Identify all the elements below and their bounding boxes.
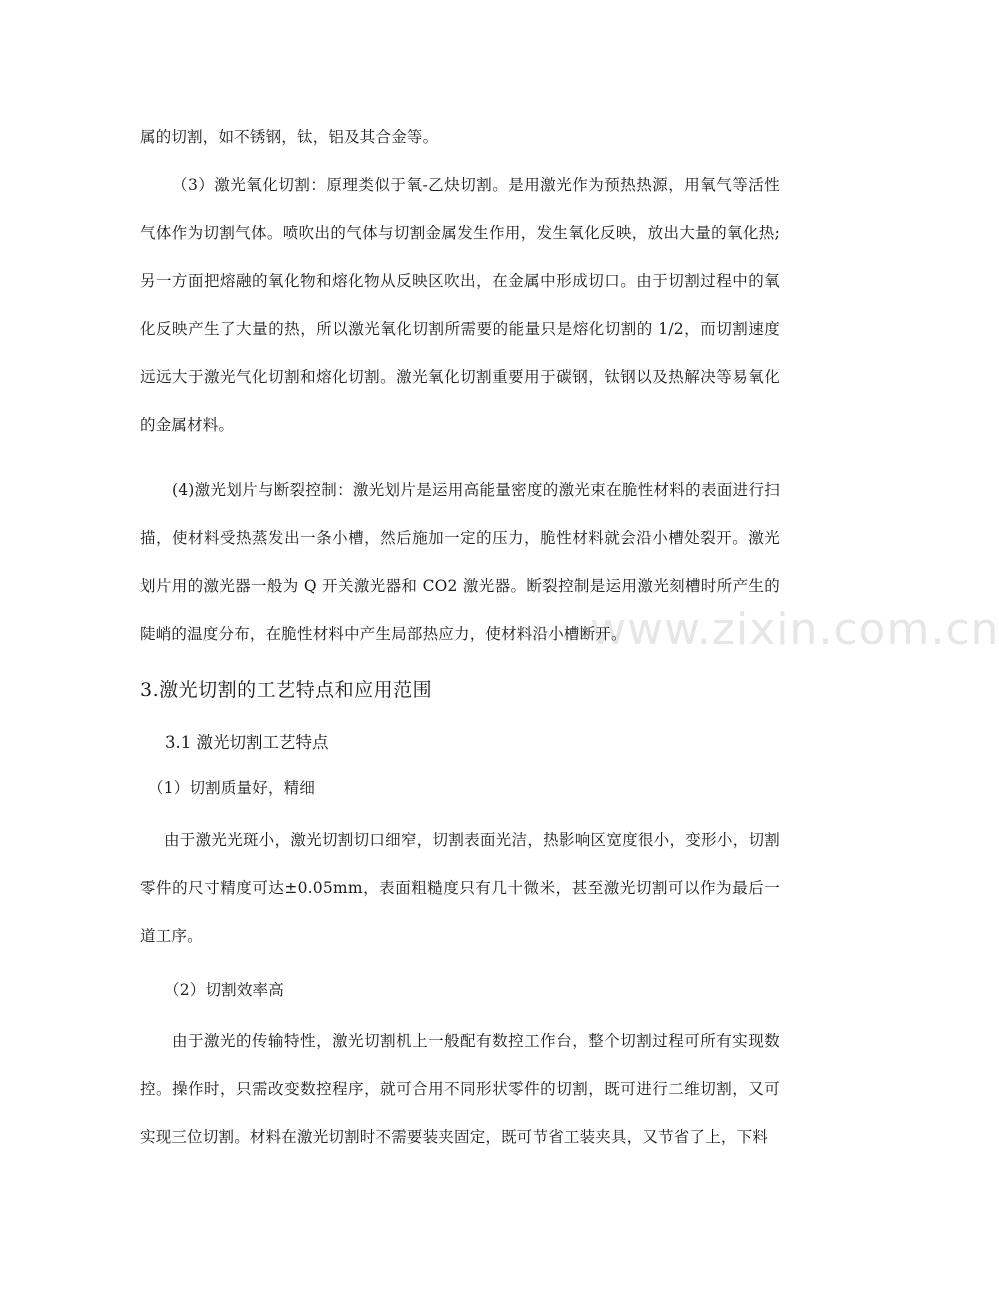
item-heading-efficiency: （2）切割效率高: [164, 981, 284, 999]
paragraph-laser-oxidation-cutting: （3）激光氧化切割：原理类似于氧-乙炔切割。是用激光作为预热热源，用氧气等活性气体作为切割气体。喷吹出的气体与切割金属发生作用，发生氧化反映，放出大量的氧化热;另一方面把熔融的氧化物和熔化物从反映区吹出，在金属中形成切口。由于切割过程中的氧化反映产生了大量的热，所以激光氧化切割所需要的能量只是熔化切割的 1/2，而切割速度远远大于激光气化切割和熔化切割。激光氧化切割重要用于碳钢，钛钢以及热解决等易氧化的金属材料。: [140, 176, 780, 434]
paragraph-continuation: 属的切割，如不锈钢，钛，铝及其合金等。: [140, 128, 439, 146]
item-heading-quality: （1）切割质量好，精细: [148, 779, 316, 797]
section-heading: 3.激光切割的工艺特点和应用范围: [140, 679, 433, 701]
watermark: www.zixin.com.cn: [590, 604, 999, 655]
subsection-heading: 3.1 激光切割工艺特点: [165, 733, 329, 752]
paragraph-quality: 由于激光光斑小，激光切割切口细窄，切割表面光洁，热影响区宽度很小，变形小，切割零件的尺寸精度可达±0.05mm，表面粗糙度只有几十微米，甚至激光切割可以作为最后一道工序。: [140, 831, 780, 945]
paragraph-efficiency: 由于激光的传输特性，激光切割机上一般配有数控工作台，整个切割过程可所有实现数控。操作时，只需改变数控程序，就可合用不同形状零件的切割，既可进行二维切割，又可实现三位切割。材料在激光切割时不需要装夹固定，既可节省工装夹具，又节省了上，下料: [140, 1032, 780, 1146]
paragraph-laser-scribing: (4)激光划片与断裂控制：激光划片是运用高能量密度的激光束在脆性材料的表面进行扫描，使材料受热蒸发出一条小槽，然后施加一定的压力，脆性材料就会沿小槽处裂开。激光划片用的激光器一般为 Q 开关激光器和 CO2 激光器。断裂控制是运用激光刻槽时所产生的陡峭的温度分布，在脆性材料中产生局部热应力，使材料沿小槽断开。: [140, 481, 780, 643]
